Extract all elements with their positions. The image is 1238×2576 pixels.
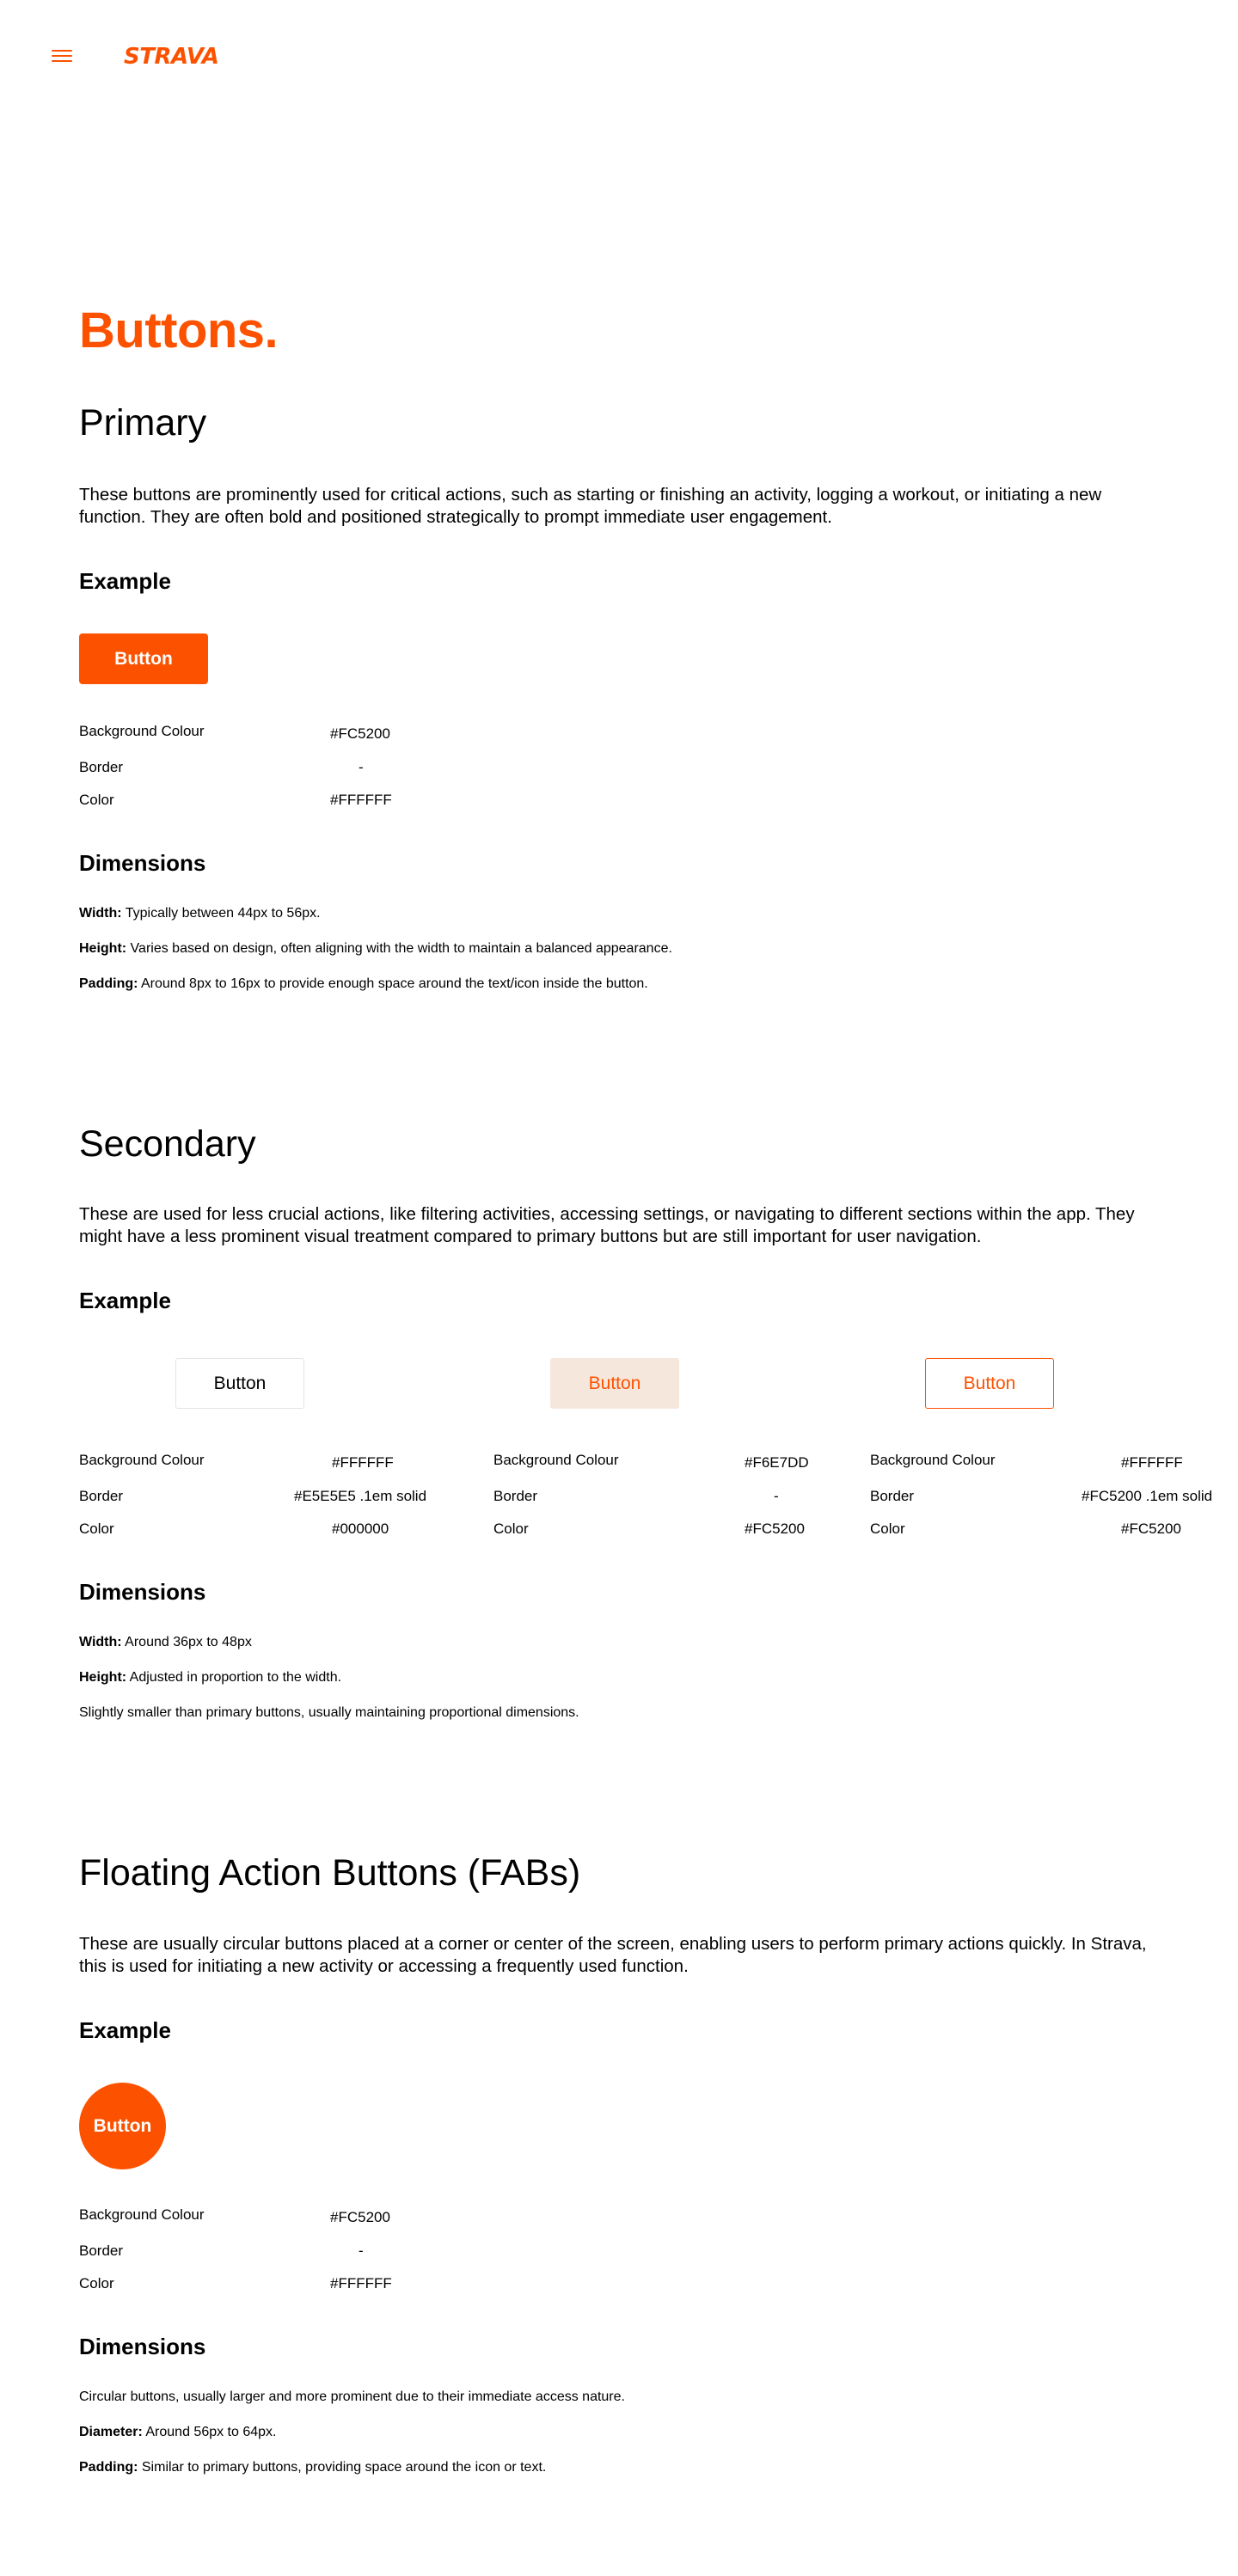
prop-value: #FFFFFF [1121,1454,1183,1471]
prop-value: #FC5200 [1121,1521,1181,1537]
fab-example-button[interactable]: Button [79,2083,166,2169]
prop-value: #FFFFFF [330,792,392,808]
secondary-props-table-3 [870,1451,1238,1545]
prop-key: Background Colour [493,1452,619,1468]
fab-dimensions-heading: Dimensions [79,2334,206,2359]
prop-key: Border [79,759,124,775]
prop-value: #FFFFFF [330,2275,392,2291]
primary-dimensions-heading: Dimensions [79,850,206,876]
secondary-dim-note: Slightly smaller than primary buttons, usually maintaining proportional dimensions. [79,1705,579,1720]
primary-example-button[interactable]: Button [79,633,208,684]
primary-dim-width: Width: Typically between 44px to 56px. [79,906,321,921]
secondary-button-outline-grey[interactable]: Button [175,1358,304,1409]
primary-section-title: Primary [79,402,207,444]
prop-key: Border [870,1488,915,1504]
prop-value: #FC5200 [330,725,390,742]
prop-key: Border [493,1488,538,1504]
strava-logo[interactable]: STRAVA [124,44,219,70]
fab-dim-diameter: Diameter: Around 56px to 64px. [79,2425,277,2439]
fab-section-title: Floating Action Buttons (FABs) [79,1852,581,1894]
fab-dim-padding: Padding: Similar to primary buttons, providing space around the icon or text. [79,2460,547,2475]
secondary-example-heading: Example [79,1288,171,1313]
secondary-dim-width: Width: Around 36px to 48px [79,1635,252,1649]
prop-key: Color [79,1521,114,1537]
page-title: Buttons. [79,303,279,358]
prop-value: - [774,1488,779,1504]
prop-key: Color [870,1521,905,1537]
prop-value: #FFFFFF [332,1454,394,1471]
secondary-props-table-1 [79,1451,449,1545]
secondary-dim-height: Height: Adjusted in proportion to the width. [79,1670,342,1685]
fab-props-table [79,2206,423,2300]
prop-value: #FC5200 [745,1521,805,1537]
hamburger-menu-icon[interactable] [52,48,72,64]
prop-key: Background Colour [79,1452,205,1468]
prop-key: Color [493,1521,529,1537]
secondary-button-tinted[interactable]: Button [550,1358,679,1409]
prop-value: #FC5200 .1em solid [1082,1488,1213,1504]
primary-example-heading: Example [79,568,171,594]
prop-value: #F6E7DD [745,1454,809,1471]
prop-value: #FC5200 [330,2209,390,2225]
prop-value: - [359,759,364,775]
secondary-section-title: Secondary [79,1123,256,1165]
fab-example-heading: Example [79,2017,171,2043]
prop-key: Background Colour [79,723,205,739]
secondary-props-table-2 [493,1451,863,1545]
prop-key: Background Colour [870,1452,996,1468]
primary-props-table [79,722,423,817]
prop-value: #E5E5E5 .1em solid [294,1488,427,1504]
prop-value: #000000 [332,1521,389,1537]
fab-dim-note: Circular buttons, usually larger and more prominent due to their immediate access nature. [79,2389,625,2404]
primary-dim-height: Height: Varies based on design, often aligning with the width to maintain a balanced appearance. [79,941,672,956]
primary-description: These buttons are prominently used for critical actions, such as starting or finishing an activity, logging a workout, or initiating a new function. They are often bold and positioned strategically to prompt immediate user engagement. [79,485,1102,527]
prop-key: Color [79,2275,114,2291]
primary-dim-padding: Padding: Around 8px to 16px to provide enough space around the text/icon inside the button. [79,976,648,991]
top-header [0,0,1238,112]
prop-key: Border [79,2243,124,2259]
prop-key: Background Colour [79,2206,205,2223]
fab-description: These are usually circular buttons placed at a corner or center of the screen, enabling users to perform primary actions quickly. In Strava, this is used for initiating a new activity or accessing a frequently used function. [79,1934,1147,1976]
prop-key: Color [79,792,114,808]
secondary-dimensions-heading: Dimensions [79,1579,206,1605]
prop-value: - [359,2243,364,2259]
prop-key: Border [79,1488,124,1504]
secondary-description: These are used for less crucial actions, like filtering activities, accessing settings, or navigating to different sections within the app. They might have a less prominent visual treatment compared to primary buttons but are still important for user navigation. [79,1204,1135,1246]
secondary-button-outline-orange[interactable]: Button [925,1358,1054,1409]
